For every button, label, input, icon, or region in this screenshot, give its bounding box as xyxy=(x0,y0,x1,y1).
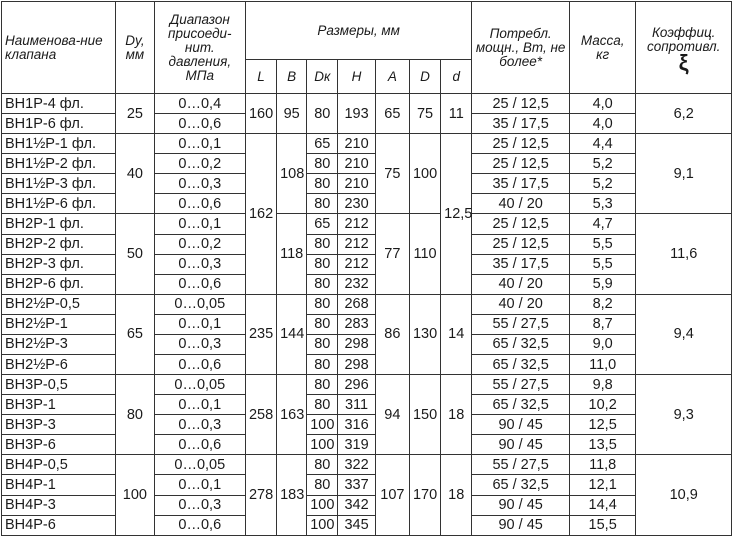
cell-name: ВН2½Р-3 xyxy=(2,334,116,354)
header-B: B xyxy=(277,60,307,94)
cell-power: 40 / 20 xyxy=(472,294,570,314)
cell-mass: 10,2 xyxy=(569,395,635,415)
cell-mass: 5,2 xyxy=(569,174,635,194)
cell-power: 25 / 12,5 xyxy=(472,94,570,114)
cell-range: 0…0,4 xyxy=(154,94,245,114)
cell-mass: 4,0 xyxy=(569,114,635,134)
cell-name: ВН1½Р-3 фл. xyxy=(2,174,116,194)
table-row xyxy=(2,495,732,515)
cell-range: 0…0,05 xyxy=(154,294,245,314)
cell-power: 35 / 17,5 xyxy=(472,114,570,134)
cell-power: 40 / 20 xyxy=(472,274,570,294)
cell-mass: 5,2 xyxy=(569,154,635,174)
cell-power: 90 / 45 xyxy=(472,435,570,455)
header-pressure-range: Диапазон присоеди-нит. давления, МПа xyxy=(154,2,245,94)
cell-power: 25 / 12,5 xyxy=(472,154,570,174)
cell-Dk: 80 xyxy=(307,334,338,354)
cell-range: 0…0,3 xyxy=(154,334,245,354)
cell-mass: 12,1 xyxy=(569,475,635,495)
cell-H: 212 xyxy=(338,234,375,254)
table-row xyxy=(2,274,732,294)
header-L: L xyxy=(245,60,276,94)
header-d: d xyxy=(441,60,472,94)
cell-name: ВН2½Р-1 xyxy=(2,314,116,334)
cell-power: 35 / 17,5 xyxy=(472,174,570,194)
cell-name: ВН2½Р-0,5 xyxy=(2,294,116,314)
cell-name: ВН1½Р-2 фл. xyxy=(2,154,116,174)
header-D: D xyxy=(409,60,440,94)
cell-H: 322 xyxy=(338,455,375,475)
cell-range: 0…0,6 xyxy=(154,355,245,375)
cell-mass: 8,7 xyxy=(569,314,635,334)
header-name: Наименова-ние клапана xyxy=(2,2,116,94)
cell-Dk: 80 xyxy=(307,274,338,294)
table-row xyxy=(2,254,732,274)
cell-coef: 11,6 xyxy=(636,214,732,294)
cell-dy: 50 xyxy=(116,214,154,294)
header-Dk: Dк xyxy=(307,60,338,94)
cell-name: ВН4Р-1 xyxy=(2,475,116,495)
cell-power: 65 / 32,5 xyxy=(472,334,570,354)
cell-Dk: 100 xyxy=(307,435,338,455)
cell-A: 75 xyxy=(375,134,409,214)
cell-coef: 10,9 xyxy=(636,455,732,536)
cell-H: 210 xyxy=(338,174,375,194)
cell-coef: 9,1 xyxy=(636,134,732,214)
table-row xyxy=(2,415,732,435)
cell-power: 40 / 20 xyxy=(472,194,570,214)
cell-B: 163 xyxy=(277,375,307,455)
cell-dy: 80 xyxy=(116,375,154,455)
table-row xyxy=(2,154,732,174)
table-row xyxy=(2,375,732,395)
cell-name: ВН2Р-6 фл. xyxy=(2,274,116,294)
cell-dy: 65 xyxy=(116,294,154,374)
cell-name: ВН1½Р-1 фл. xyxy=(2,134,116,154)
table-row xyxy=(2,455,732,475)
cell-Dk: 80 xyxy=(307,314,338,334)
table-row xyxy=(2,435,732,455)
cell-power: 65 / 32,5 xyxy=(472,475,570,495)
cell-range: 0…0,1 xyxy=(154,475,245,495)
cell-name: ВН3Р-3 xyxy=(2,415,116,435)
cell-mass: 14,4 xyxy=(569,495,635,515)
cell-range: 0…0,1 xyxy=(154,134,245,154)
cell-H: 212 xyxy=(338,214,375,234)
cell-H: 311 xyxy=(338,395,375,415)
table-body xyxy=(2,94,732,536)
header-sizes: Размеры, мм xyxy=(245,2,471,60)
cell-L: 258 xyxy=(245,375,276,455)
cell-mass: 5,5 xyxy=(569,234,635,254)
cell-B: 108 xyxy=(277,134,307,214)
cell-A: 65 xyxy=(375,94,409,134)
cell-power: 65 / 32,5 xyxy=(472,355,570,375)
cell-Dk: 80 xyxy=(307,194,338,214)
cell-dy: 25 xyxy=(116,94,154,134)
cell-range: 0…0,6 xyxy=(154,194,245,214)
xi-symbol: ξ xyxy=(678,49,689,75)
table-row xyxy=(2,314,732,334)
cell-mass: 9,0 xyxy=(569,334,635,354)
cell-range: 0…0,1 xyxy=(154,214,245,234)
cell-Dk: 80 xyxy=(307,94,338,134)
cell-L: 278 xyxy=(245,455,276,536)
header-H: H xyxy=(338,60,375,94)
cell-power: 90 / 45 xyxy=(472,495,570,515)
cell-name: ВН3Р-6 xyxy=(2,435,116,455)
table-row xyxy=(2,395,732,415)
cell-Dk: 80 xyxy=(307,254,338,274)
cell-power: 55 / 27,5 xyxy=(472,375,570,395)
cell-range: 0…0,05 xyxy=(154,375,245,395)
table-row xyxy=(2,475,732,495)
cell-D: 110 xyxy=(409,214,440,294)
cell-B: 183 xyxy=(277,455,307,536)
header-power: Потребл. мощн., Вт, не более* xyxy=(472,2,570,94)
cell-power: 90 / 45 xyxy=(472,415,570,435)
cell-H: 268 xyxy=(338,294,375,314)
cell-H: 337 xyxy=(338,475,375,495)
cell-H: 319 xyxy=(338,435,375,455)
header-coefficient xyxy=(636,2,732,94)
cell-Dk: 80 xyxy=(307,234,338,254)
cell-mass: 13,5 xyxy=(569,435,635,455)
cell-d: 14 xyxy=(441,294,472,374)
cell-name: ВН1½Р-6 фл. xyxy=(2,194,116,214)
table-row xyxy=(2,194,732,214)
cell-range: 0…0,6 xyxy=(154,114,245,134)
cell-L: 160 xyxy=(245,94,276,134)
cell-d: 18 xyxy=(441,455,472,536)
cell-H: 298 xyxy=(338,355,375,375)
cell-H: 283 xyxy=(338,314,375,334)
cell-Dk: 80 xyxy=(307,395,338,415)
table-row xyxy=(2,234,732,254)
cell-Dk: 80 xyxy=(307,475,338,495)
cell-L: 235 xyxy=(245,294,276,374)
table-row xyxy=(2,134,732,154)
cell-Dk: 65 xyxy=(307,214,338,234)
cell-H: 342 xyxy=(338,495,375,515)
cell-mass: 15,5 xyxy=(569,515,635,535)
cell-Dk: 100 xyxy=(307,515,338,535)
cell-mass: 11,8 xyxy=(569,455,635,475)
cell-mass: 9,8 xyxy=(569,375,635,395)
cell-range: 0…0,2 xyxy=(154,154,245,174)
cell-power: 55 / 27,5 xyxy=(472,455,570,475)
cell-H: 232 xyxy=(338,274,375,294)
cell-name: ВН2Р-3 фл. xyxy=(2,254,116,274)
cell-Dk: 80 xyxy=(307,355,338,375)
cell-Dk: 80 xyxy=(307,455,338,475)
cell-name: ВН2½Р-6 xyxy=(2,355,116,375)
cell-H: 210 xyxy=(338,134,375,154)
header-mass: Масса, кг xyxy=(569,2,635,94)
table-row xyxy=(2,174,732,194)
cell-name: ВН3Р-0,5 xyxy=(2,375,116,395)
cell-d: 11 xyxy=(441,94,472,134)
cell-name: ВН2Р-2 фл. xyxy=(2,234,116,254)
cell-d: 18 xyxy=(441,375,472,455)
cell-range: 0…0,05 xyxy=(154,455,245,475)
cell-range: 0…0,3 xyxy=(154,174,245,194)
cell-name: ВН4Р-0,5 xyxy=(2,455,116,475)
table-row xyxy=(2,294,732,314)
cell-D: 75 xyxy=(409,94,440,134)
cell-name: ВН3Р-1 xyxy=(2,395,116,415)
cell-Dk: 100 xyxy=(307,415,338,435)
cell-mass: 5,9 xyxy=(569,274,635,294)
cell-name: ВН2Р-1 фл. xyxy=(2,214,116,234)
valve-spec-table xyxy=(1,1,732,536)
cell-H: 193 xyxy=(338,94,375,134)
cell-mass: 5,3 xyxy=(569,194,635,214)
cell-d-shared: 12,5 xyxy=(441,134,472,295)
cell-H: 298 xyxy=(338,334,375,354)
cell-power: 55 / 27,5 xyxy=(472,314,570,334)
cell-H: 296 xyxy=(338,375,375,395)
cell-B: 118 xyxy=(277,214,307,294)
cell-name: ВН1Р-4 фл. xyxy=(2,94,116,114)
cell-coef: 9,3 xyxy=(636,375,732,455)
cell-Dk: 100 xyxy=(307,495,338,515)
cell-mass: 12,5 xyxy=(569,415,635,435)
cell-power: 35 / 17,5 xyxy=(472,254,570,274)
cell-Dk: 80 xyxy=(307,174,338,194)
table-row xyxy=(2,334,732,354)
cell-range: 0…0,3 xyxy=(154,415,245,435)
cell-Dk: 65 xyxy=(307,134,338,154)
cell-mass: 4,0 xyxy=(569,94,635,114)
cell-L-shared: 162 xyxy=(245,134,276,295)
cell-dy: 40 xyxy=(116,134,154,214)
table-row xyxy=(2,515,732,535)
cell-D: 150 xyxy=(409,375,440,455)
header-A: A xyxy=(375,60,409,94)
cell-mass: 11,0 xyxy=(569,355,635,375)
cell-mass: 4,4 xyxy=(569,134,635,154)
cell-mass: 5,5 xyxy=(569,254,635,274)
cell-range: 0…0,1 xyxy=(154,395,245,415)
cell-B: 95 xyxy=(277,94,307,134)
cell-range: 0…0,6 xyxy=(154,274,245,294)
cell-range: 0…0,6 xyxy=(154,435,245,455)
table-row xyxy=(2,94,732,114)
cell-H: 212 xyxy=(338,254,375,274)
cell-range: 0…0,2 xyxy=(154,234,245,254)
cell-A: 77 xyxy=(375,214,409,294)
cell-D: 130 xyxy=(409,294,440,374)
cell-A: 107 xyxy=(375,455,409,536)
cell-Dk: 80 xyxy=(307,154,338,174)
table-row xyxy=(2,214,732,234)
cell-mass: 4,7 xyxy=(569,214,635,234)
cell-mass: 8,2 xyxy=(569,294,635,314)
cell-H: 345 xyxy=(338,515,375,535)
table-row xyxy=(2,355,732,375)
cell-H: 210 xyxy=(338,154,375,174)
cell-A: 86 xyxy=(375,294,409,374)
cell-B: 144 xyxy=(277,294,307,374)
cell-name: ВН4Р-6 xyxy=(2,515,116,535)
cell-power: 25 / 12,5 xyxy=(472,134,570,154)
cell-name: ВН4Р-3 xyxy=(2,495,116,515)
cell-range: 0…0,3 xyxy=(154,254,245,274)
header-dy: Dу, мм xyxy=(116,2,154,94)
cell-power: 65 / 32,5 xyxy=(472,395,570,415)
cell-power: 90 / 45 xyxy=(472,515,570,535)
cell-A: 94 xyxy=(375,375,409,455)
cell-coef: 6,2 xyxy=(636,94,732,134)
cell-H: 230 xyxy=(338,194,375,214)
cell-power: 25 / 12,5 xyxy=(472,214,570,234)
cell-range: 0…0,3 xyxy=(154,495,245,515)
cell-name: ВН1Р-6 фл. xyxy=(2,114,116,134)
cell-Dk: 80 xyxy=(307,294,338,314)
cell-Dk: 80 xyxy=(307,375,338,395)
header-coefficient-label: Коэффиц. сопротивл. xyxy=(646,24,721,54)
cell-coef: 9,4 xyxy=(636,294,732,374)
cell-power: 25 / 12,5 xyxy=(472,234,570,254)
cell-D: 170 xyxy=(409,455,440,536)
cell-H: 316 xyxy=(338,415,375,435)
cell-dy: 100 xyxy=(116,455,154,536)
cell-D: 100 xyxy=(409,134,440,214)
cell-range: 0…0,1 xyxy=(154,314,245,334)
cell-range: 0…0,6 xyxy=(154,515,245,535)
